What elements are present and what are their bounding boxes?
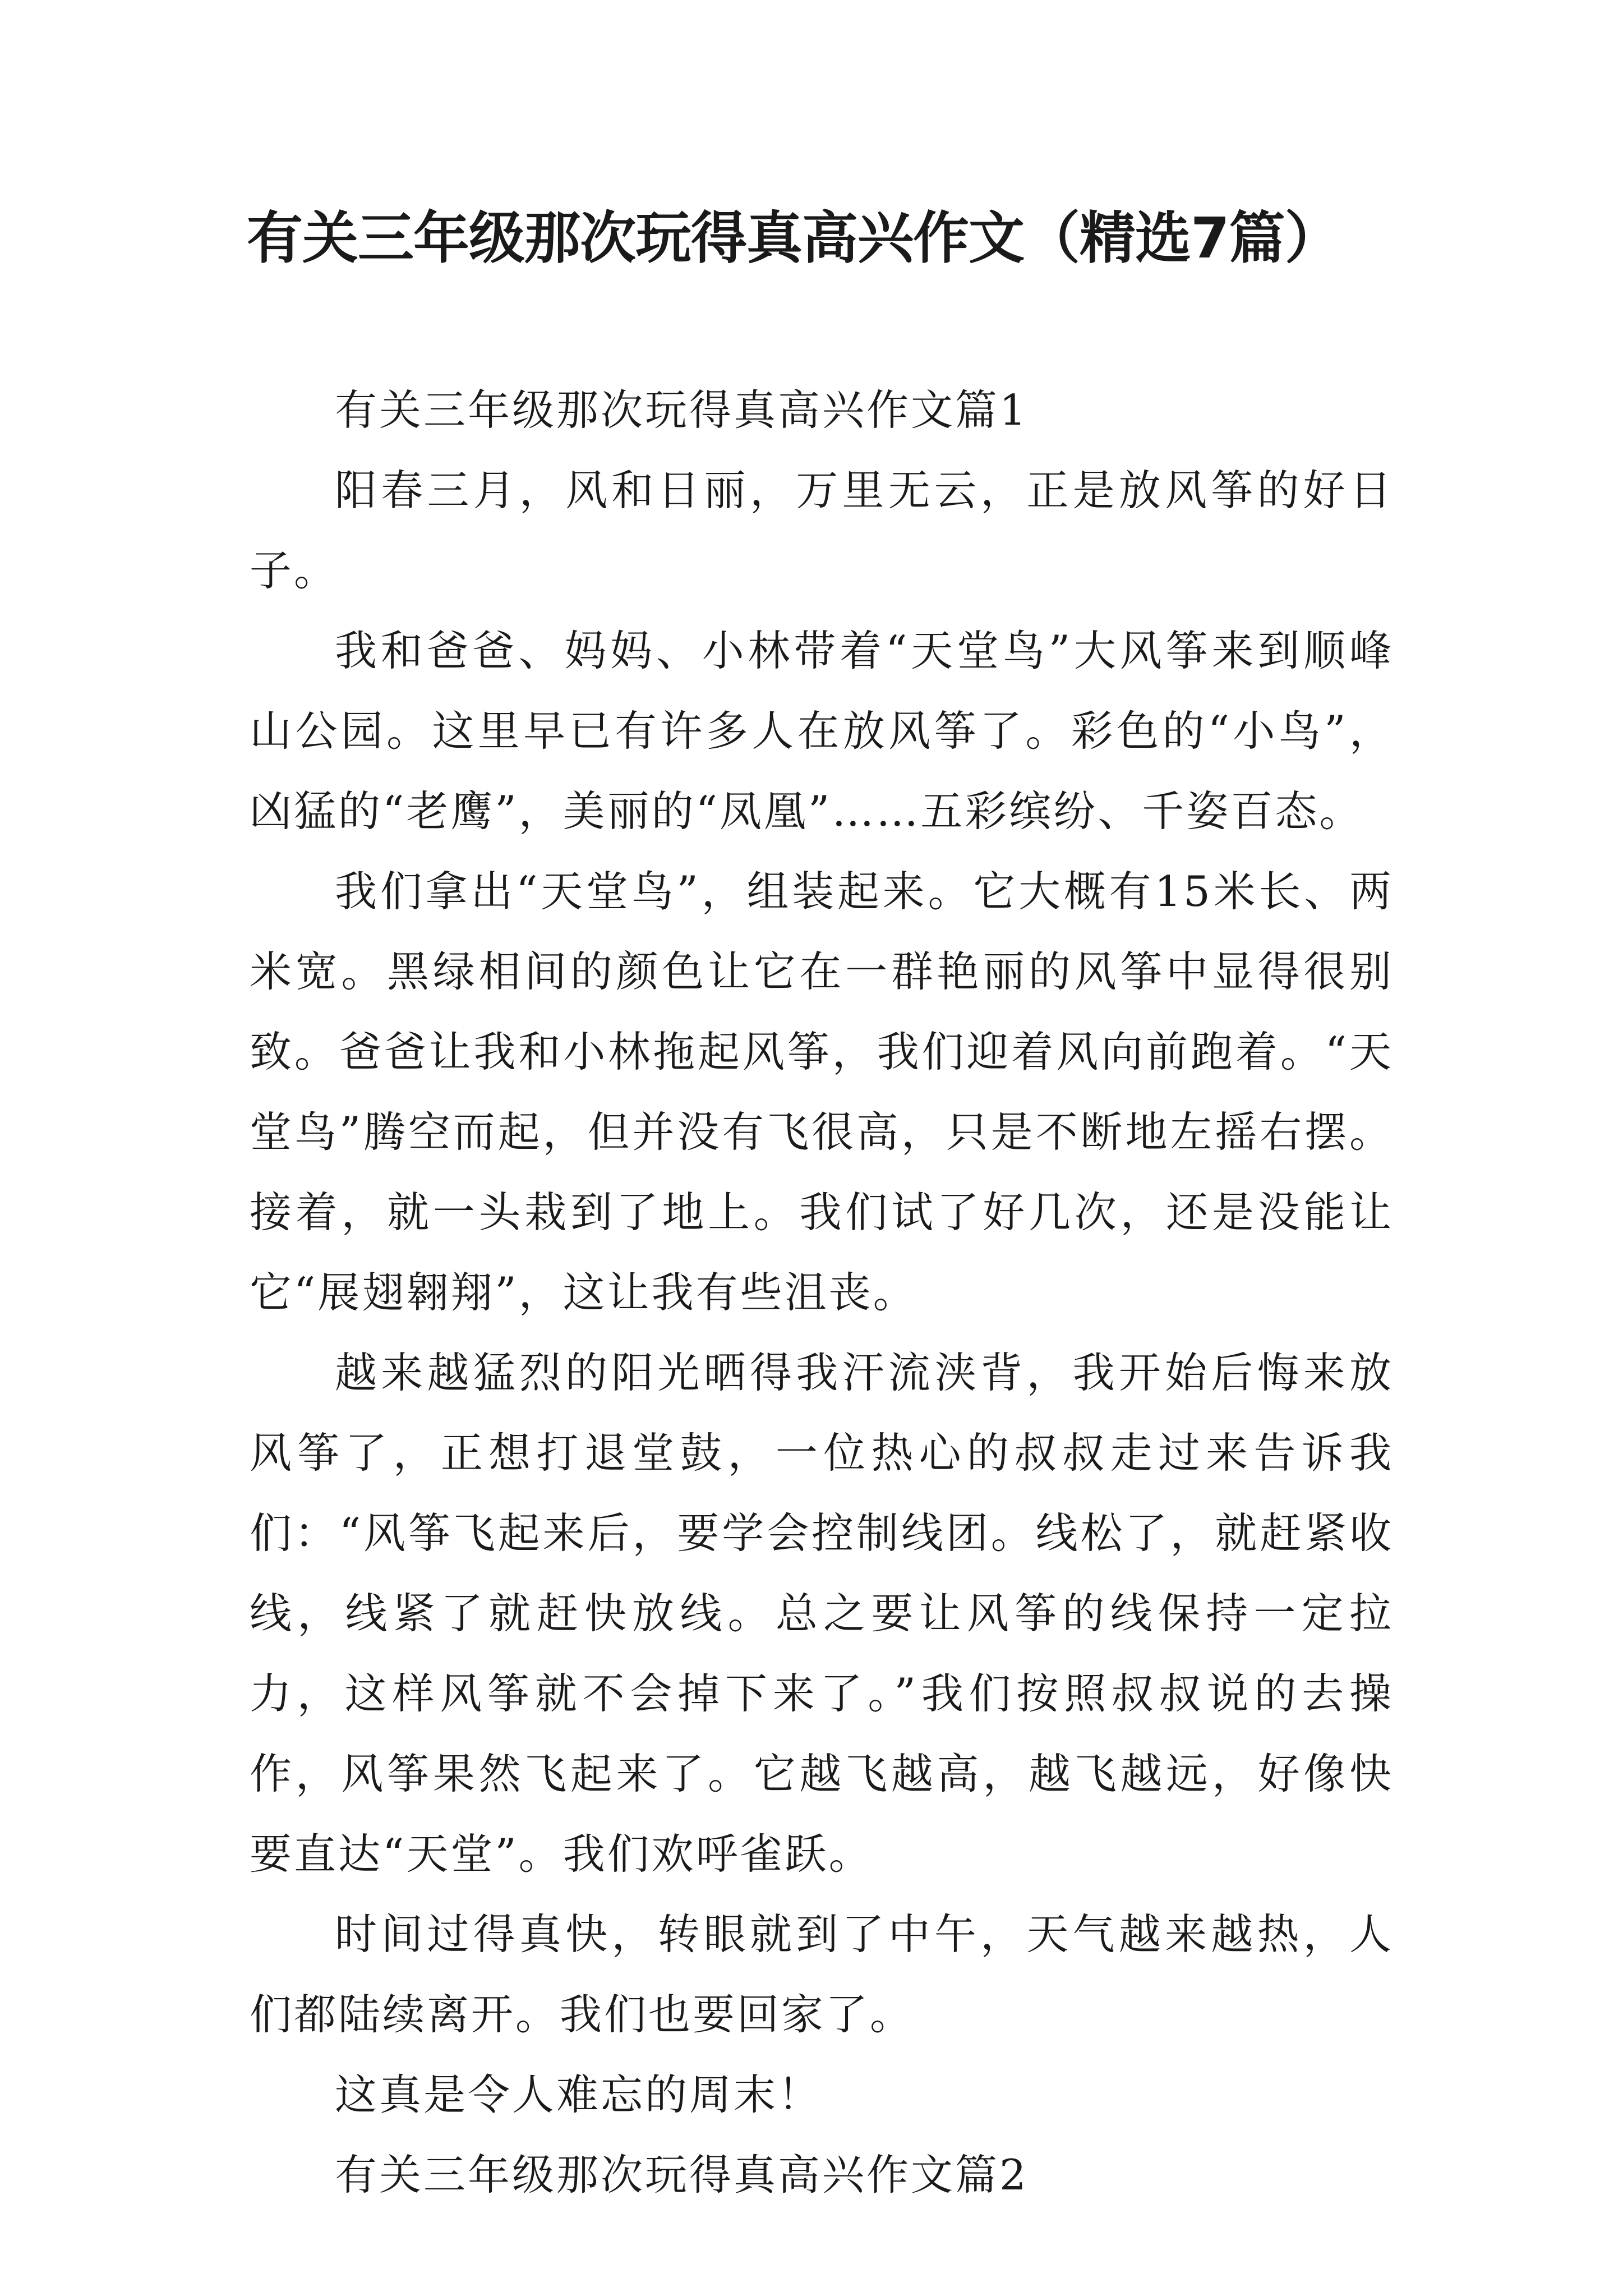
paragraph: 越来越猛烈的阳光晒得我汗流浃背，我开始后悔来放风筝了，正想打退堂鼓，一位热心的叔叔走过来告诉我们：“风筝飞起来后，要学会控制线团。线松了，就赶紧收线，线紧了就赶快放线。总之要让风筝的线保持一定拉力，这样风筝就不会掉下来了。”我们按照叔叔说的去操作，风筝果然飞起来了。它越飞越高，越飞越远，好像快要直达“天堂”。我们欢呼雀跃。 <box>250 1348 1394 1879</box>
document-body <box>250 370 1394 2215</box>
paragraph: 这真是令人难忘的周末！ <box>335 2070 823 2119</box>
document-title: 有关三年级那次玩得真高兴作文（精选7篇） <box>247 205 1340 271</box>
paragraph: 我们拿出“天堂鸟”，组装起来。它大概有15米长、两米宽。黑绿相间的颜色让它在一群艳丽的风筝中显得很别致。爸爸让我和小林拖起风筝，我们迎着风向前跑着。“天堂鸟”腾空而起，但并没有飞很高，只是不断地左摇右摆。接着，就一头栽到了地上。我们试了好几次，还是没能让它“展翅翱翔”，这让我有些沮丧。 <box>250 867 1394 1317</box>
paragraph: 阳春三月，风和日丽，万里无云，正是放风筝的好日子。 <box>250 466 1394 595</box>
section-heading-1: 有关三年级那次玩得真高兴作文篇1 <box>335 385 1029 435</box>
paragraph: 我和爸爸、妈妈、小林带着“天堂鸟”大风筝来到顺峰山公园。这里早已有许多人在放风筝了。彩色的“小鸟”，凶猛的“老鹰”，美丽的“凤凰”……五彩缤纷、千姿百态。 <box>250 626 1394 836</box>
section-heading-2: 有关三年级那次玩得真高兴作文篇2 <box>335 2150 1029 2200</box>
paragraph: 时间过得真快，转眼就到了中午，天气越来越热，人们都陆续离开。我们也要回家了。 <box>250 1910 1394 2039</box>
